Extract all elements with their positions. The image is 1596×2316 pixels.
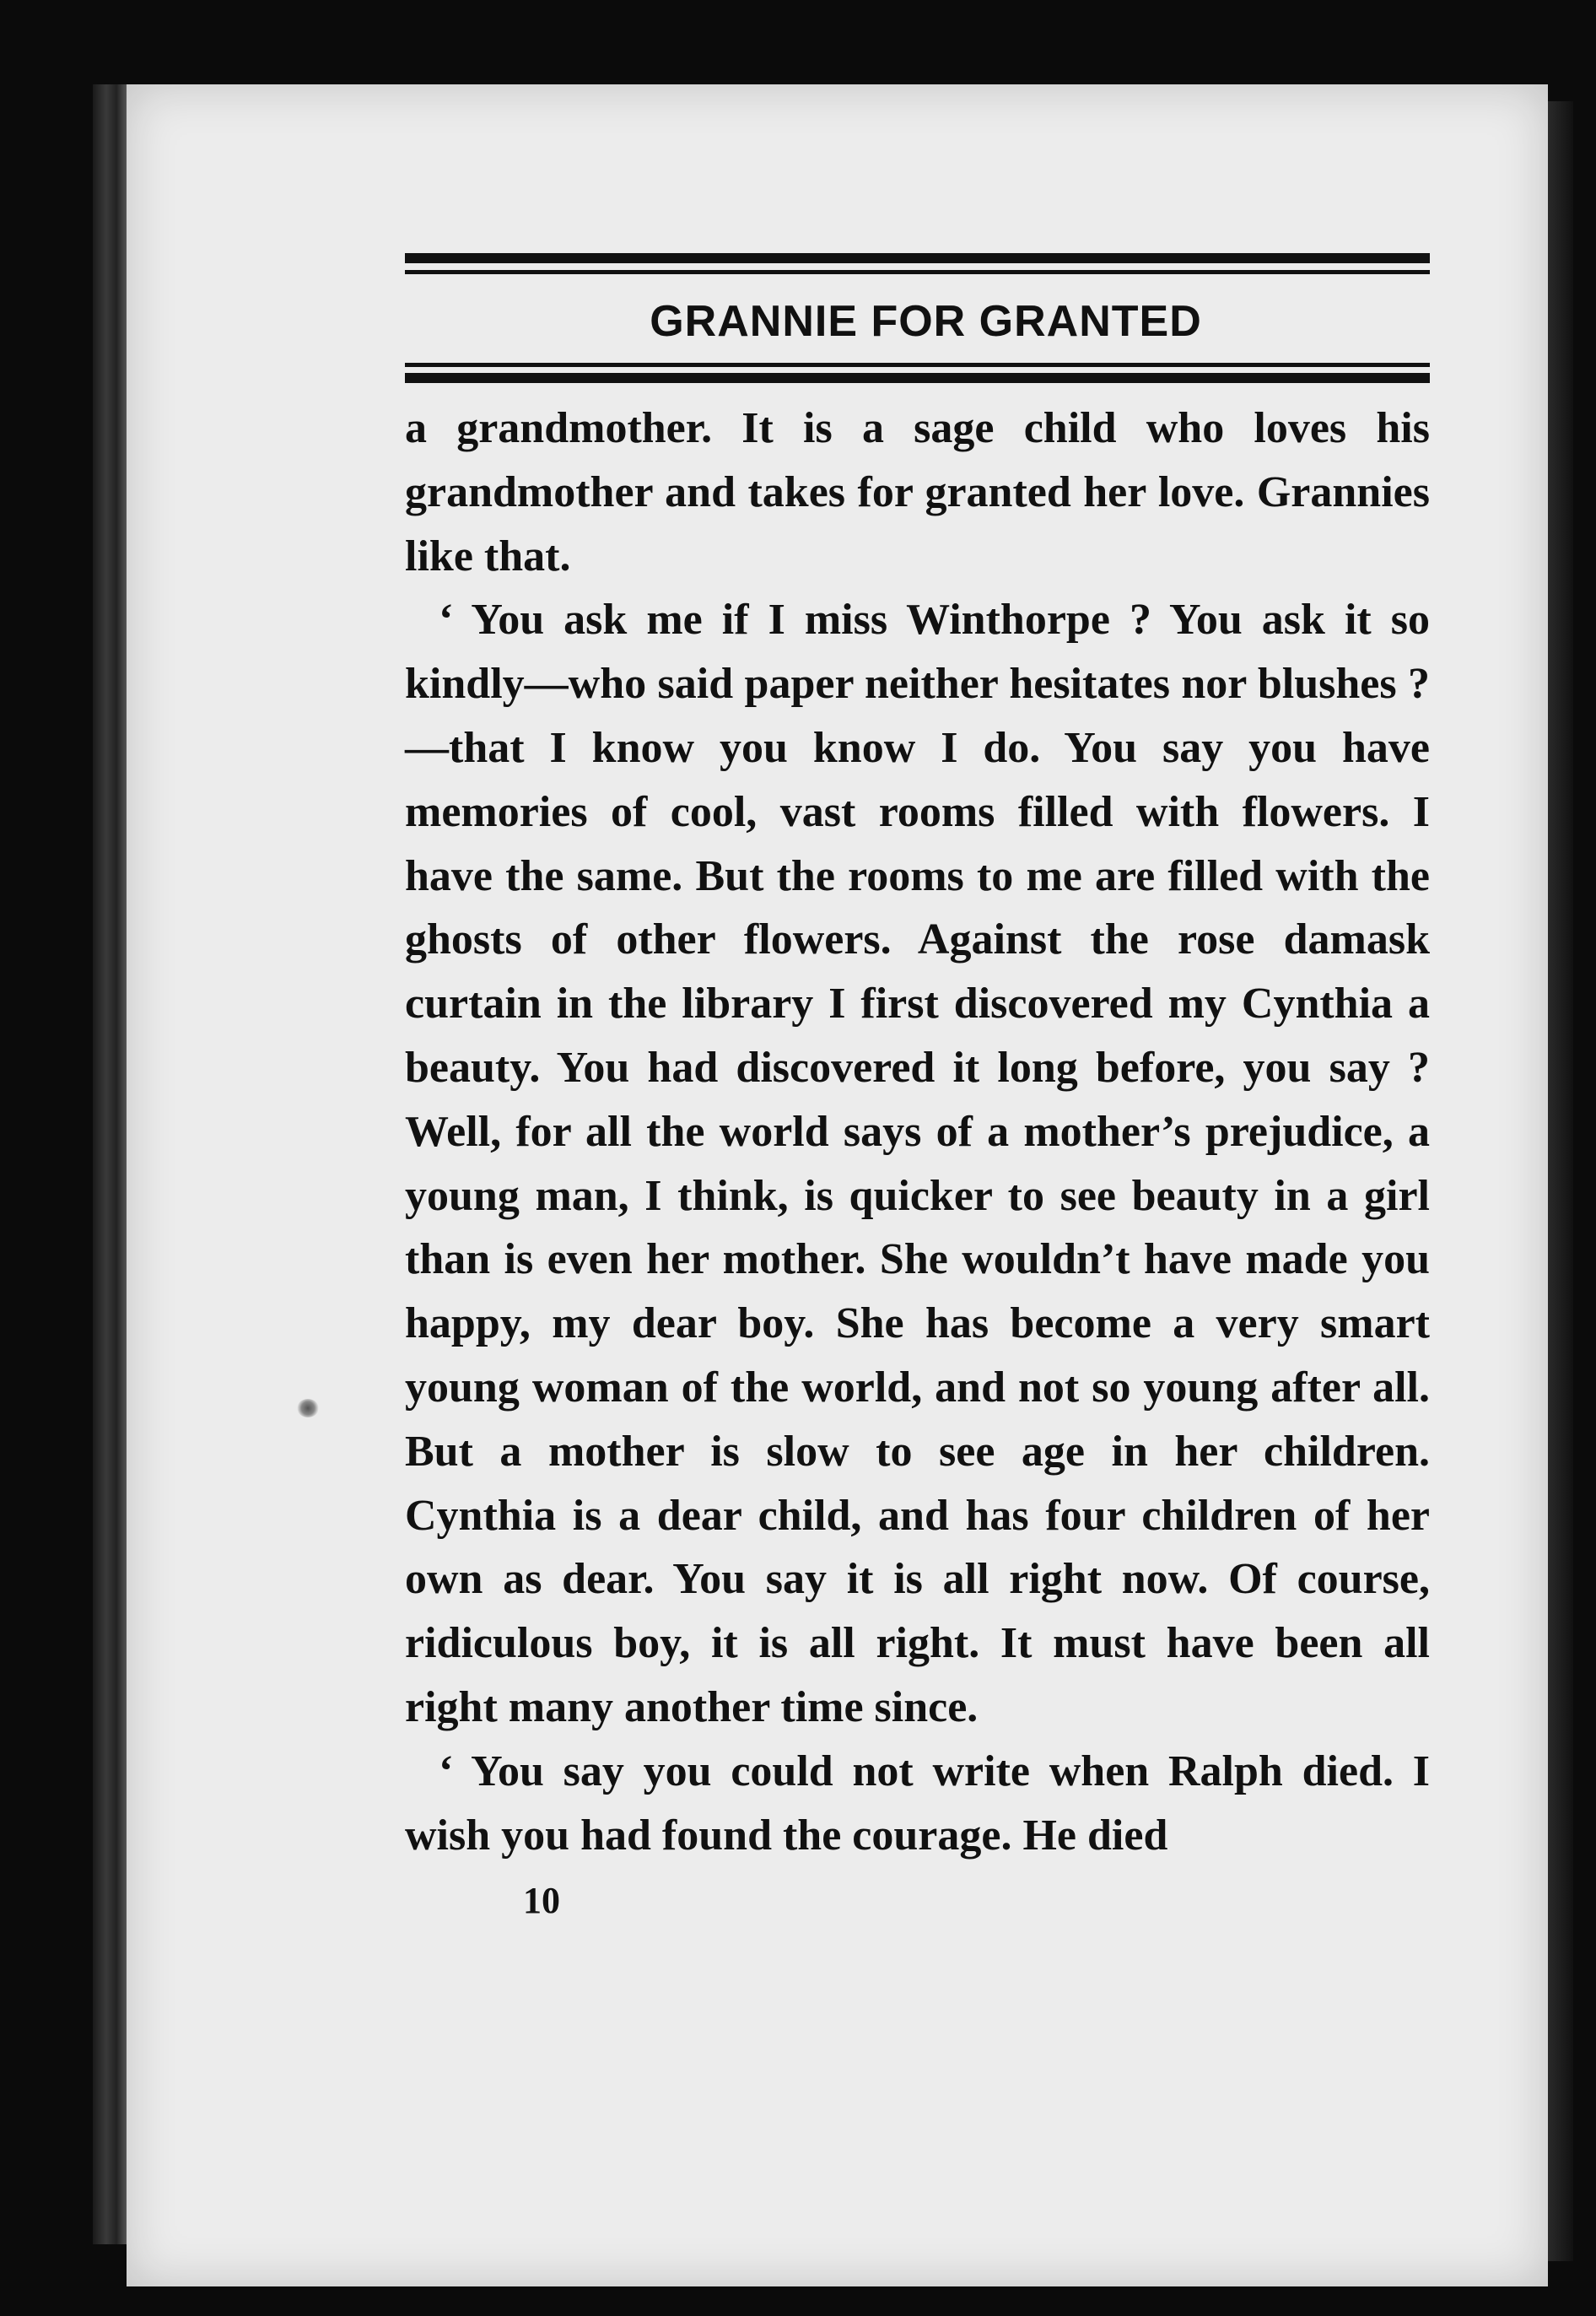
page-right-edge	[1548, 101, 1573, 2261]
page-binding-edge	[93, 84, 127, 2244]
header-rule-bottom	[405, 363, 1430, 390]
header-rule-top	[405, 253, 1430, 280]
paragraph: ‘ You say you could not write when Ralph died. I wish you had found the courage. He died	[405, 1746, 1430, 1860]
ink-speck	[297, 1399, 319, 1417]
running-head: GRANNIE FOR GRANTED	[650, 297, 1202, 346]
paragraph: ‘ You ask me if I miss Winthorpe ? You ask it so kindly—who said paper neither hesitates nor blushes ?—that I know you know I do. You say you have memories of cool, vast rooms filled with flowers. I have the same. But the rooms to me are filled with the ghosts of other flowers. Against the rose damask curtain in the library I first discovered my Cynthia a beauty. You had discovered it long before, you say ? Well, for all the world says of a mother’s prejudice, a young man, I think, is quicker to see beauty in a girl than is even her mother. She wouldn’t have made you happy, my dear boy. She has become a very smart young woman of the world, and not so young after all. But a mother is slow to see age in her children. Cynthia is a dear child, and has four children of her own as dear. You say it is all right now. Of course, ridiculous boy, it is all right. It must have been all right many another time since.	[405, 596, 1430, 1731]
page-number: 10	[523, 1880, 560, 1922]
body-text	[405, 397, 1430, 1867]
paragraph: a grandmother. It is a sage child who loves his grandmother and takes for granted her love. Grannies like that.	[405, 404, 1430, 580]
page-content	[405, 253, 1430, 1922]
